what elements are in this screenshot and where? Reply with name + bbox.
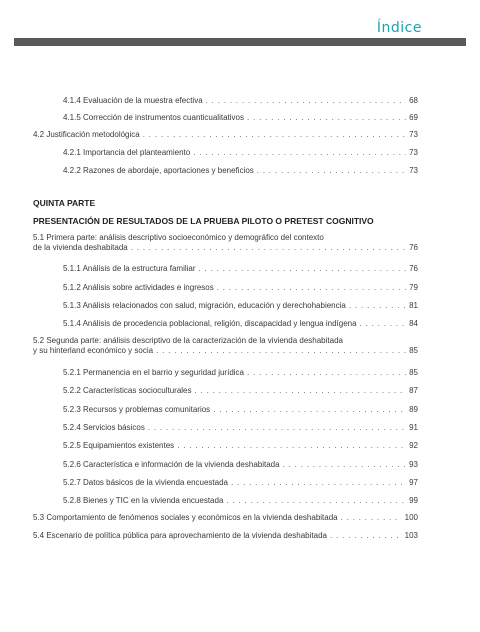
toc-entry-4-1-5[interactable]: 4.1.5 Corrección de instrumentos cuanticualitativos . . . 69	[33, 113, 418, 123]
toc-entry-5-1[interactable]: 5.1 Primera parte: análisis descriptivo socioeconómico y demográfico del contexto de la vivienda deshabitada . . . 76	[33, 233, 418, 253]
page-header-title: Índice	[376, 20, 422, 36]
toc-entry-5-1-4[interactable]: 5.1.4 Análisis de procedencia poblacional, religión, discapacidad y lengua indígena . . . 84	[33, 319, 418, 329]
toc-entry-5-2-3[interactable]: 5.2.3 Recursos y problemas comunitarios . . . 89	[33, 405, 418, 415]
toc-entry-5-3[interactable]: 5.3 Comportamiento de fenómenos sociales y económicos en la vivienda deshabitada . . . 100	[33, 513, 418, 523]
toc-entry-4-1-4[interactable]: 4.1.4 Evaluación de la muestra efectiva . . . 68	[33, 96, 418, 106]
toc-entry-5-1-1[interactable]: 5.1.1 Análisis de la estructura familiar . . . 76	[33, 264, 418, 274]
part-title: PRESENTACIÓN DE RESULTADOS DE LA PRUEBA PILOTO O PRETEST COGNITIVO	[33, 216, 374, 226]
toc-entry-5-2-4[interactable]: 5.2.4 Servicios básicos . . . 91	[33, 423, 418, 433]
toc-entry-5-2-6[interactable]: 5.2.6 Característica e información de la vivienda deshabitada . . . 93	[33, 460, 418, 470]
toc-entry-4-2-2[interactable]: 4.2.2 Razones de abordaje, aportaciones y beneficios . . . 73	[33, 166, 418, 176]
toc-entry-5-1-2[interactable]: 5.1.2 Análisis sobre actividades e ingresos . . . 79	[33, 283, 418, 293]
header-bar	[14, 38, 466, 46]
toc-entry-5-2-2[interactable]: 5.2.2 Características socioculturales . . . 87	[33, 386, 418, 396]
toc-entry-5-2-8[interactable]: 5.2.8 Bienes y TIC en la vivienda encuestada . . . 99	[33, 496, 418, 506]
toc-entry-4-2[interactable]: 4.2 Justificación metodológica . . . 73	[33, 130, 418, 140]
part-label: QUINTA PARTE	[33, 198, 96, 208]
toc-entry-5-4[interactable]: 5.4 Escenario de política pública para aprovechamiento de la vivienda deshabitada . . . 103	[33, 531, 418, 541]
toc-entry-4-2-1[interactable]: 4.2.1 Importancia del planteamiento . . . 73	[33, 148, 418, 158]
toc-entry-5-2-7[interactable]: 5.2.7 Datos básicos de la vivienda encuestada . . . 97	[33, 478, 418, 488]
toc-entry-5-2[interactable]: 5.2 Segunda parte: análisis descriptivo de la caracterización de la vivienda deshabitada y su hinterland económico y socia . . . 85	[33, 336, 418, 356]
toc-entry-5-2-5[interactable]: 5.2.5 Equipamientos existentes . . . 92	[33, 441, 418, 451]
toc-entry-5-2-1[interactable]: 5.2.1 Permanencia en el barrio y seguridad jurídica . . . 85	[33, 368, 418, 378]
toc-entry-5-1-3[interactable]: 5.1.3 Análisis relacionados con salud, migración, educación y derechohabiencia . . . 81	[33, 301, 418, 311]
